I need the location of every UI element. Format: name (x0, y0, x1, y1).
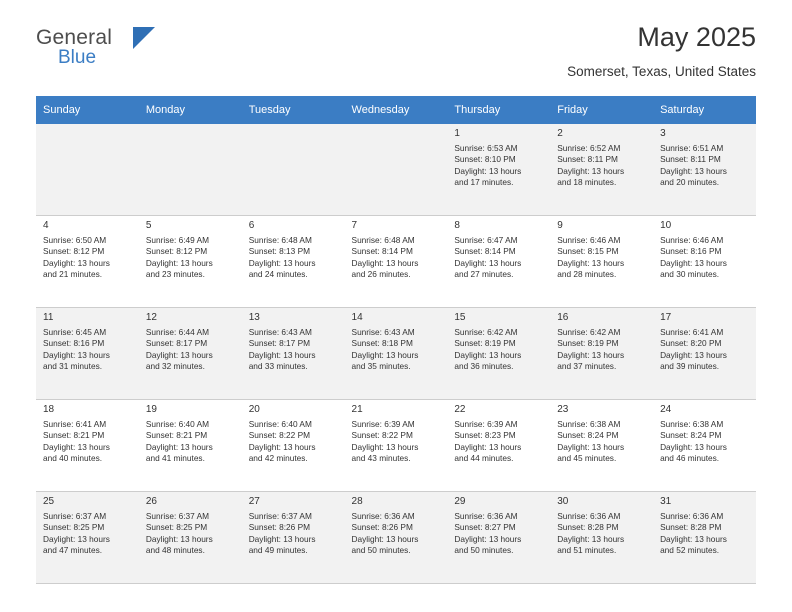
day-number: 31 (660, 496, 672, 507)
daylight-text: Daylight: 13 hours (43, 349, 110, 360)
day-number: 25 (43, 496, 55, 507)
calendar-day-cell[interactable] (242, 308, 345, 400)
sunset-text: Sunset: 8:24 PM (660, 430, 722, 441)
daylight-text: Daylight: 13 hours (145, 441, 213, 452)
flag-icon (133, 27, 155, 49)
daylight-text: and 44 minutes. (454, 453, 514, 464)
sunrise-text: Sunrise: 6:36 AM (660, 510, 724, 521)
daylight-text: Daylight: 13 hours (248, 349, 316, 360)
daylight-text: and 35 minutes. (351, 361, 411, 372)
sunset-text: Sunset: 8:17 PM (248, 338, 311, 349)
sunset-text: Sunset: 8:12 PM (145, 246, 208, 257)
day-number: 27 (248, 496, 260, 507)
calendar-day-cell[interactable] (653, 216, 756, 308)
sunrise-text: Sunrise: 6:39 AM (454, 418, 518, 429)
daylight-text: and 50 minutes. (351, 545, 411, 556)
calendar-week-row (36, 308, 756, 400)
sunset-text: Sunset: 8:13 PM (248, 246, 311, 257)
daylight-text: and 42 minutes. (248, 453, 308, 464)
sunset-text: Sunset: 8:11 PM (660, 154, 721, 165)
sunset-text: Sunset: 8:27 PM (454, 522, 516, 533)
daylight-text: Daylight: 13 hours (248, 257, 316, 268)
day-number: 24 (660, 404, 672, 415)
daylight-text: and 40 minutes. (43, 453, 103, 464)
weekday-header-monday: Monday (139, 96, 242, 124)
sunrise-text: Sunrise: 6:51 AM (660, 142, 724, 153)
sunrise-text: Sunrise: 6:43 AM (248, 326, 312, 337)
sunset-text: Sunset: 8:11 PM (557, 154, 618, 165)
sunrise-text: Sunrise: 6:36 AM (557, 510, 621, 521)
calendar-table (36, 96, 756, 584)
daylight-text: Daylight: 13 hours (351, 441, 419, 452)
daylight-text: and 39 minutes. (660, 361, 720, 372)
sunrise-text: Sunrise: 6:46 AM (660, 234, 724, 245)
page-title: May 2025 (637, 22, 756, 52)
daylight-text: Daylight: 13 hours (145, 349, 213, 360)
daylight-text: Daylight: 13 hours (248, 533, 316, 544)
daylight-text: Daylight: 13 hours (454, 257, 522, 268)
daylight-text: and 27 minutes. (454, 269, 514, 280)
daylight-text: Daylight: 13 hours (660, 533, 727, 544)
sunrise-text: Sunrise: 6:49 AM (145, 234, 210, 245)
calendar-day-cell[interactable] (447, 492, 550, 584)
weekday-header-friday: Friday (550, 96, 653, 124)
day-number: 23 (557, 404, 569, 415)
calendar-day-cell[interactable] (447, 124, 550, 216)
sunset-text: Sunset: 8:16 PM (43, 338, 105, 349)
daylight-text: and 20 minutes. (660, 177, 720, 188)
day-number: 16 (557, 312, 569, 323)
calendar-day-cell[interactable] (345, 216, 448, 308)
day-number: 28 (351, 496, 363, 507)
calendar-day-cell[interactable] (242, 216, 345, 308)
sunrise-text: Sunrise: 6:43 AM (351, 326, 415, 337)
calendar-day-cell[interactable] (345, 400, 448, 492)
daylight-text: Daylight: 13 hours (660, 441, 727, 452)
calendar-day-cell[interactable] (447, 400, 550, 492)
calendar-day-cell[interactable] (653, 124, 756, 216)
calendar-week-row (36, 492, 756, 584)
title-block (567, 22, 756, 79)
day-number: 13 (248, 312, 260, 323)
calendar-day-cell[interactable] (139, 216, 242, 308)
daylight-text: and 28 minutes. (557, 269, 617, 280)
daylight-text: and 18 minutes. (557, 177, 617, 188)
calendar-body (36, 124, 756, 584)
brand-name-general: General (36, 26, 113, 49)
daylight-text: and 21 minutes. (43, 269, 103, 280)
sunset-text: Sunset: 8:28 PM (557, 522, 619, 533)
day-number: 10 (660, 220, 672, 231)
daylight-text: and 41 minutes. (145, 453, 205, 464)
calendar-day-cell[interactable] (36, 308, 139, 400)
daylight-text: Daylight: 13 hours (557, 441, 625, 452)
daylight-text: and 52 minutes. (660, 545, 720, 556)
sunrise-text: Sunrise: 6:36 AM (351, 510, 415, 521)
daylight-text: Daylight: 13 hours (660, 349, 727, 360)
calendar-empty-cell (36, 124, 139, 216)
daylight-text: Daylight: 13 hours (351, 533, 419, 544)
daylight-text: and 33 minutes. (248, 361, 308, 372)
calendar-week-row (36, 216, 756, 308)
sunrise-text: Sunrise: 6:39 AM (351, 418, 415, 429)
day-number: 21 (351, 404, 363, 415)
sunrise-text: Sunrise: 6:37 AM (145, 510, 210, 521)
daylight-text: Daylight: 13 hours (351, 349, 419, 360)
daylight-text: Daylight: 13 hours (557, 533, 625, 544)
daylight-text: and 31 minutes. (43, 361, 103, 372)
day-number: 30 (557, 496, 569, 507)
daylight-text: Daylight: 13 hours (454, 441, 522, 452)
sunset-text: Sunset: 8:19 PM (557, 338, 619, 349)
sunset-text: Sunset: 8:18 PM (351, 338, 413, 349)
day-number: 12 (145, 312, 157, 323)
day-number: 17 (660, 312, 672, 323)
daylight-text: and 23 minutes. (145, 269, 205, 280)
daylight-text: Daylight: 13 hours (557, 165, 625, 176)
calendar-day-cell[interactable] (550, 400, 653, 492)
sunset-text: Sunset: 8:28 PM (660, 522, 722, 533)
day-number: 22 (454, 404, 466, 415)
daylight-text: and 49 minutes. (248, 545, 308, 556)
calendar-day-cell[interactable] (550, 308, 653, 400)
sunrise-text: Sunrise: 6:45 AM (43, 326, 107, 337)
sunrise-text: Sunrise: 6:41 AM (660, 326, 724, 337)
sunset-text: Sunset: 8:16 PM (660, 246, 722, 257)
weekday-header-thursday: Thursday (447, 96, 550, 124)
calendar-day-cell[interactable] (36, 492, 139, 584)
weekday-header-wednesday: Wednesday (345, 96, 448, 124)
sunrise-text: Sunrise: 6:52 AM (557, 142, 621, 153)
calendar-day-cell[interactable] (550, 216, 653, 308)
sunset-text: Sunset: 8:22 PM (248, 430, 311, 441)
day-number: 20 (248, 404, 260, 415)
calendar-day-cell[interactable] (139, 308, 242, 400)
daylight-text: Daylight: 13 hours (660, 165, 727, 176)
brand-name-blue: Blue (58, 47, 97, 68)
day-number: 2 (557, 128, 563, 139)
calendar-day-cell[interactable] (550, 124, 653, 216)
day-number: 4 (43, 220, 49, 231)
calendar-empty-cell (139, 124, 242, 216)
sunrise-text: Sunrise: 6:41 AM (43, 418, 107, 429)
sunset-text: Sunset: 8:21 PM (145, 430, 208, 441)
daylight-text: and 32 minutes. (145, 361, 205, 372)
sunrise-text: Sunrise: 6:47 AM (454, 234, 518, 245)
calendar-day-cell[interactable] (242, 400, 345, 492)
calendar-day-cell[interactable] (653, 492, 756, 584)
calendar-empty-cell (345, 124, 448, 216)
day-number: 3 (660, 128, 666, 139)
weekday-header-saturday: Saturday (653, 96, 756, 124)
day-number: 15 (454, 312, 466, 323)
day-number: 19 (145, 404, 157, 415)
page-header (36, 22, 756, 84)
day-number: 14 (351, 312, 363, 323)
daylight-text: Daylight: 13 hours (660, 257, 727, 268)
day-number: 11 (43, 312, 54, 323)
daylight-text: and 43 minutes. (351, 453, 411, 464)
calendar-week-row (36, 400, 756, 492)
daylight-text: and 37 minutes. (557, 361, 617, 372)
daylight-text: and 17 minutes. (454, 177, 514, 188)
calendar-empty-cell (242, 124, 345, 216)
daylight-text: Daylight: 13 hours (43, 533, 110, 544)
daylight-text: and 36 minutes. (454, 361, 514, 372)
day-number: 26 (145, 496, 157, 507)
day-number: 1 (454, 128, 460, 139)
day-number: 5 (145, 220, 152, 231)
daylight-text: Daylight: 13 hours (43, 441, 110, 452)
sunrise-text: Sunrise: 6:42 AM (557, 326, 621, 337)
brand-logo (36, 22, 236, 69)
calendar-week-row (36, 124, 756, 216)
sunrise-text: Sunrise: 6:42 AM (454, 326, 518, 337)
sunrise-text: Sunrise: 6:38 AM (660, 418, 724, 429)
sunrise-text: Sunrise: 6:53 AM (454, 142, 518, 153)
calendar-day-cell[interactable] (447, 216, 550, 308)
daylight-text: and 48 minutes. (145, 545, 205, 556)
calendar-day-cell[interactable] (653, 308, 756, 400)
weekday-header-tuesday: Tuesday (242, 96, 345, 124)
calendar-day-cell[interactable] (345, 308, 448, 400)
calendar-day-cell[interactable] (653, 400, 756, 492)
daylight-text: Daylight: 13 hours (557, 257, 625, 268)
daylight-text: and 50 minutes. (454, 545, 514, 556)
calendar-day-cell[interactable] (36, 216, 139, 308)
daylight-text: Daylight: 13 hours (454, 349, 522, 360)
daylight-text: and 46 minutes. (660, 453, 720, 464)
calendar-day-cell[interactable] (36, 400, 139, 492)
sunset-text: Sunset: 8:19 PM (454, 338, 516, 349)
sunrise-text: Sunrise: 6:38 AM (557, 418, 621, 429)
calendar-day-cell[interactable] (139, 492, 242, 584)
sunset-text: Sunset: 8:17 PM (145, 338, 208, 349)
daylight-text: and 51 minutes. (557, 545, 617, 556)
day-number: 7 (351, 220, 358, 231)
sunrise-text: Sunrise: 6:48 AM (248, 234, 312, 245)
daylight-text: Daylight: 13 hours (351, 257, 419, 268)
daylight-text: Daylight: 13 hours (454, 165, 522, 176)
sunset-text: Sunset: 8:23 PM (454, 430, 516, 441)
daylight-text: Daylight: 13 hours (145, 533, 213, 544)
sunrise-text: Sunrise: 6:37 AM (43, 510, 107, 521)
sunrise-text: Sunrise: 6:37 AM (248, 510, 312, 521)
sunrise-text: Sunrise: 6:40 AM (248, 418, 312, 429)
daylight-text: and 45 minutes. (557, 453, 617, 464)
calendar-day-cell[interactable] (139, 400, 242, 492)
sunset-text: Sunset: 8:25 PM (145, 522, 208, 533)
daylight-text: and 30 minutes. (660, 269, 720, 280)
day-number: 9 (557, 220, 563, 231)
daylight-text: and 24 minutes. (248, 269, 308, 280)
calendar-header-row (36, 96, 756, 124)
sunset-text: Sunset: 8:10 PM (454, 154, 516, 165)
daylight-text: Daylight: 13 hours (43, 257, 110, 268)
sunset-text: Sunset: 8:26 PM (351, 522, 413, 533)
sunset-text: Sunset: 8:15 PM (557, 246, 619, 257)
sunrise-text: Sunrise: 6:48 AM (351, 234, 415, 245)
daylight-text: and 47 minutes. (43, 545, 103, 556)
daylight-text: Daylight: 13 hours (145, 257, 213, 268)
sunset-text: Sunset: 8:20 PM (660, 338, 722, 349)
calendar-day-cell[interactable] (550, 492, 653, 584)
sunrise-text: Sunrise: 6:50 AM (43, 234, 107, 245)
sunrise-text: Sunrise: 6:44 AM (145, 326, 210, 337)
weekday-header-sunday: Sunday (36, 96, 139, 124)
sunset-text: Sunset: 8:14 PM (351, 246, 413, 257)
daylight-text: and 26 minutes. (351, 269, 411, 280)
day-number: 6 (248, 220, 255, 231)
daylight-text: Daylight: 13 hours (557, 349, 625, 360)
day-number: 18 (43, 404, 55, 415)
sunrise-text: Sunrise: 6:40 AM (145, 418, 210, 429)
day-number: 8 (454, 220, 460, 231)
calendar-day-cell[interactable] (447, 308, 550, 400)
sunrise-text: Sunrise: 6:36 AM (454, 510, 518, 521)
sunset-text: Sunset: 8:21 PM (43, 430, 105, 441)
sunset-text: Sunset: 8:14 PM (454, 246, 516, 257)
calendar-day-cell[interactable] (345, 492, 448, 584)
sunset-text: Sunset: 8:25 PM (43, 522, 105, 533)
daylight-text: Daylight: 13 hours (454, 533, 522, 544)
sunset-text: Sunset: 8:12 PM (43, 246, 105, 257)
day-number: 29 (454, 496, 466, 507)
sunset-text: Sunset: 8:24 PM (557, 430, 619, 441)
calendar-day-cell[interactable] (242, 492, 345, 584)
sunset-text: Sunset: 8:22 PM (351, 430, 413, 441)
sunrise-text: Sunrise: 6:46 AM (557, 234, 621, 245)
sunset-text: Sunset: 8:26 PM (248, 522, 311, 533)
daylight-text: Daylight: 13 hours (248, 441, 316, 452)
location-subtitle: Somerset, Texas, United States (567, 64, 756, 79)
